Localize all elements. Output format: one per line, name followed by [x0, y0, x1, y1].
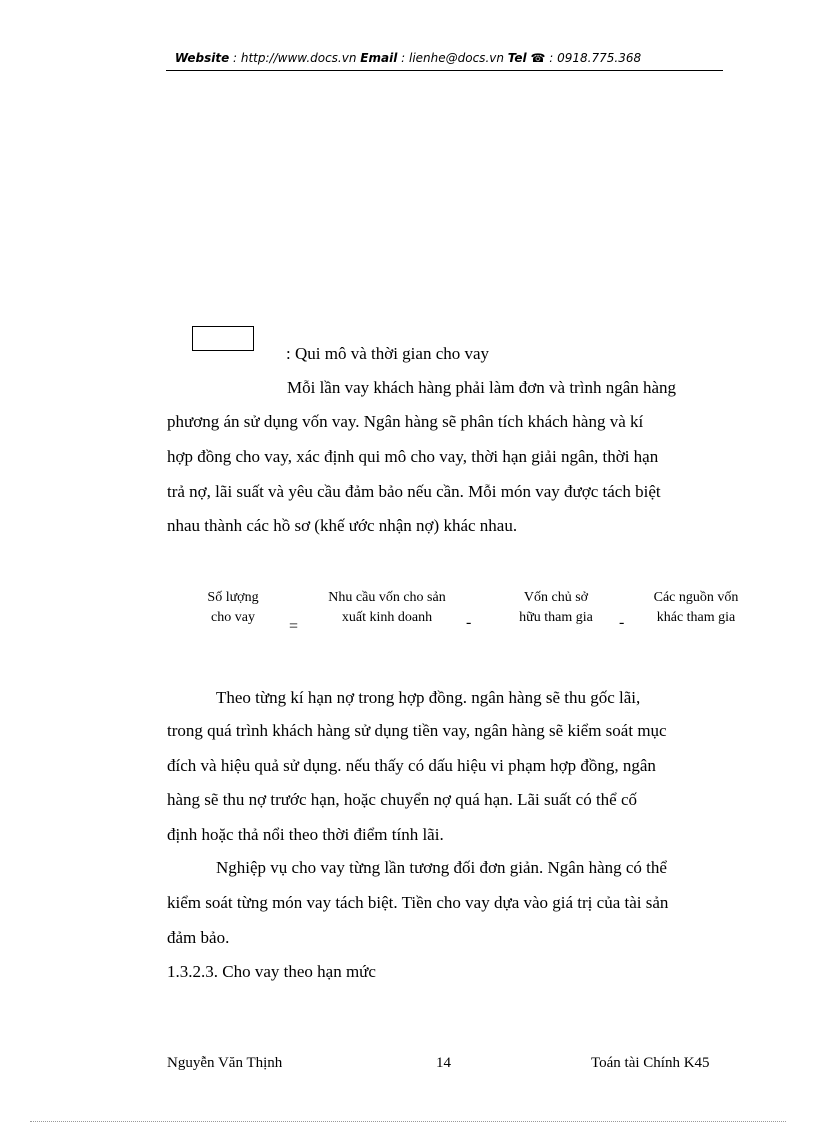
footer-author: Nguyễn Văn Thịnh: [167, 1055, 283, 1071]
para1-line: phương án sử dụng vốn vay. Ngân hàng sẽ phân tích khách hàng và kí: [167, 412, 644, 431]
tel-value: : 0918.775.368: [545, 51, 642, 65]
formula-text: hữu tham gia: [519, 610, 593, 625]
para2-line: hàng sẽ thu nợ trước hạn, hoặc chuyển nợ quá hạn. Lãi suất có thể cố: [167, 790, 638, 809]
footer-page-number: 14: [436, 1055, 451, 1071]
phone-icon: ☎: [530, 51, 546, 65]
empty-box: [192, 326, 254, 351]
formula-equals: =: [289, 618, 299, 635]
footer-class: Toán tài Chính K45: [591, 1055, 710, 1071]
para3-line: Nghiệp vụ cho vay từng lần tương đối đơn giản. Ngân hàng có thể: [216, 858, 667, 877]
para2-line: đích và hiệu quả sử dụng. nếu thấy có dấu hiệu vi phạm hợp đồng, ngân: [167, 756, 656, 775]
page-header: [0, 51, 816, 65]
formula-minus: -: [466, 614, 472, 631]
formula-text: Vốn chủ sở: [523, 590, 589, 605]
para1-line: trả nợ, lãi suất và yêu cầu đảm bảo nếu cần. Mỗi món vay được tách biệt: [167, 482, 661, 501]
formula-text: Các nguồn vốn: [653, 590, 739, 605]
formula-term-capital-need: [312, 588, 462, 628]
para1-line: Mỗi lần vay khách hàng phải làm đơn và trình ngân hàng: [287, 378, 677, 397]
para3-line: kiểm soát từng món vay tách biệt. Tiền cho vay dựa vào giá trị của tài sản: [167, 893, 669, 912]
formula-term-other-sources: [640, 588, 752, 628]
formula-text: Nhu cầu vốn cho sản: [328, 590, 446, 605]
para3-line: đảm bảo.: [167, 928, 230, 947]
para2-line: định hoặc thả nổi theo thời điểm tính lãi.: [167, 825, 444, 844]
tel-label: Tel: [507, 51, 527, 65]
para2-line: trong quá trình khách hàng sử dụng tiền vay, ngân hàng sẽ kiểm soát mục: [167, 721, 667, 740]
para1-line: hợp đồng cho vay, xác định qui mô cho vay, thời hạn giải ngân, thời hạn: [167, 447, 659, 466]
subheading: 1.3.2.3. Cho vay theo hạn mức: [167, 962, 376, 981]
email-value: : lienhe@docs.vn: [397, 51, 508, 65]
website-label: Website: [174, 51, 230, 65]
formula-term-equity: [500, 588, 612, 628]
formula-text: Số lượng: [207, 590, 259, 605]
header-rule: [166, 70, 723, 71]
para1-line: nhau thành các hồ sơ (khế ước nhận nợ) khác nhau.: [167, 516, 518, 535]
formula-term-loan-amount: [188, 588, 278, 628]
section-title: : Qui mô và thời gian cho vay: [286, 344, 490, 363]
formula-minus: -: [619, 614, 625, 631]
email-label: Email: [360, 51, 398, 65]
para2-line: Theo từng kí hạn nợ trong hợp đồng. ngân hàng sẽ thu gốc lãi,: [216, 688, 641, 707]
bottom-rule: [30, 1121, 786, 1122]
website-value: : http://www.docs.vn: [229, 51, 361, 65]
formula-text: xuất kinh doanh: [341, 610, 433, 625]
formula-text: cho vay: [211, 610, 255, 625]
formula-text: khác tham gia: [656, 610, 736, 625]
